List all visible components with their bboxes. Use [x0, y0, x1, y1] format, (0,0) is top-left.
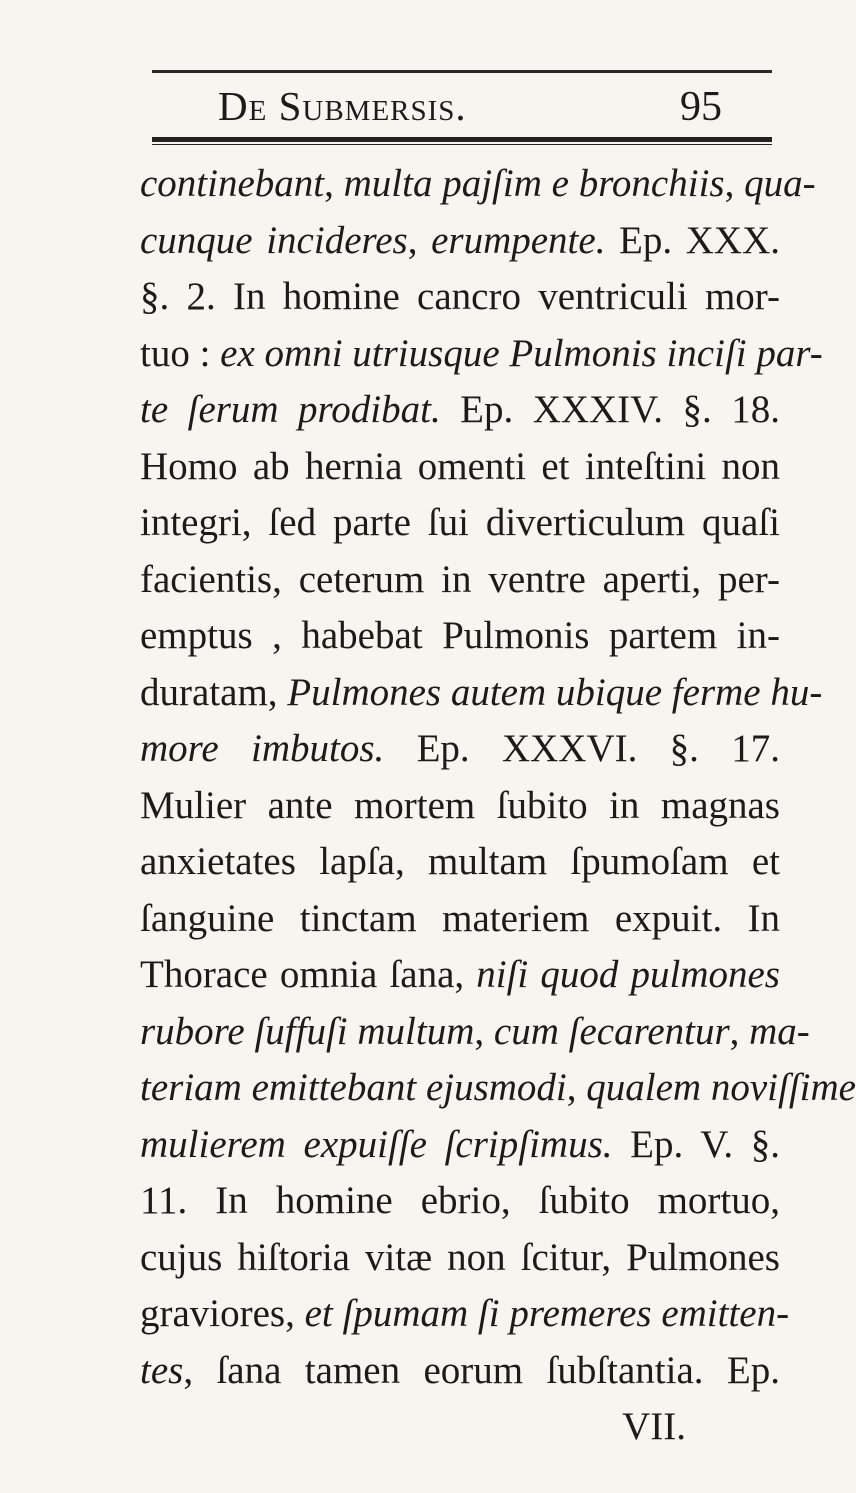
text-line: [140, 1286, 790, 1343]
roman-segment: Ep. XXXVI. §. 17.: [384, 727, 780, 770]
italic-segment: tes: [140, 1348, 184, 1392]
text-line: [140, 1230, 780, 1287]
text-line: [140, 947, 780, 1004]
italic-segment: qua-: [744, 162, 816, 205]
roman-segment: Thorace omnia ſana,: [140, 953, 477, 996]
text-line: [140, 1117, 780, 1174]
roman-segment: ,: [474, 1009, 494, 1053]
header-bottom-rule-thick: [152, 137, 772, 142]
text-line: [140, 156, 816, 213]
roman-segment: Mulier ante mortem ſubito in magnas: [140, 783, 780, 827]
italic-segment: cum ſecarentur: [493, 1009, 730, 1053]
roman-segment: , ſana tamen eorum ſubſtantia. Ep.: [183, 1348, 780, 1392]
text-line: [140, 269, 780, 326]
text-line: [140, 834, 780, 891]
roman-segment: Ep. XXX.: [605, 218, 780, 262]
italic-segment: ex omni utriusque Pulmonis inciſi par-: [220, 331, 823, 375]
text-line: [140, 1343, 780, 1400]
roman-segment: anxietates lapſa, multam ſpumoſam et: [140, 840, 780, 883]
text-line: [140, 721, 780, 778]
header-top-rule: [152, 70, 772, 73]
italic-segment: rubore ſuffuſi multum: [140, 1009, 475, 1053]
roman-segment: Ep. XXXIV. §. 18.: [440, 388, 780, 431]
italic-segment: erumpente.: [431, 218, 606, 262]
italic-segment: Pulmones autem ubique ferme hu-: [287, 670, 823, 714]
roman-segment: cujus hiſtoria vitæ non ſcitur, Pulmones: [140, 1235, 780, 1279]
header-bottom-rule-thin: [152, 144, 772, 145]
italic-segment: mulierem expuiſſe ſcripſimus.: [140, 1122, 613, 1166]
page-number: 95: [680, 84, 722, 130]
roman-segment: ,: [566, 1066, 587, 1109]
italic-segment: niſi quod pulmones: [476, 953, 780, 996]
roman-segment: ,: [724, 162, 745, 205]
roman-segment: VII.: [622, 1405, 686, 1448]
italic-segment: ma-: [749, 1009, 810, 1053]
italic-segment: continebant: [140, 162, 325, 205]
roman-segment: emptus , habebat Pulmonis partem in-: [140, 614, 780, 657]
text-line: [140, 1399, 780, 1456]
italic-segment: qualem noviſſime: [586, 1066, 856, 1109]
roman-segment: ſanguine tinctam materiem expuit. In: [140, 896, 780, 940]
text-line: [140, 382, 780, 439]
italic-segment: te ſerum prodibat.: [140, 388, 441, 431]
text-line: [140, 326, 823, 383]
text-line: [140, 1060, 856, 1117]
italic-segment: multa pajſim e bronchiis: [343, 162, 725, 205]
text-line: [140, 778, 780, 835]
roman-segment: Ep. V. §.: [612, 1122, 780, 1166]
text-line: [140, 608, 780, 665]
italic-segment: teriam emittebant ejusmodi: [140, 1066, 567, 1109]
page-header: [152, 76, 772, 136]
roman-segment: ,: [729, 1009, 750, 1053]
text-line: [140, 439, 780, 496]
text-line: [140, 213, 780, 270]
roman-segment: facientis, ceterum in ventre aperti, per-: [140, 557, 780, 601]
roman-segment: 11. In homine ebrio, ſubito mortuo,: [140, 1179, 780, 1222]
running-head: De Submersis.: [218, 83, 467, 129]
roman-segment: §. 2. In homine cancro ventriculi mor-: [140, 275, 780, 318]
roman-segment: graviores,: [140, 1292, 305, 1335]
text-line: [140, 495, 780, 552]
roman-segment: Homo ab hernia omenti et inteſtini non: [140, 444, 780, 488]
italic-segment: et ſpumam ſi premeres emitten-: [304, 1292, 790, 1335]
text-line: [140, 552, 780, 609]
text-line: [140, 1004, 810, 1061]
roman-segment: integri, ſed parte ſui diverticulum quaſi: [140, 501, 780, 544]
italic-segment: cunque incideres: [140, 218, 408, 262]
roman-segment: duratam,: [140, 670, 288, 714]
body-text: [140, 156, 856, 1456]
roman-segment: tuo :: [140, 331, 221, 375]
italic-segment: more imbutos.: [140, 727, 385, 770]
roman-segment: ,: [324, 162, 344, 205]
text-line: [140, 1173, 780, 1230]
roman-segment: ,: [407, 218, 432, 262]
text-line: [140, 891, 780, 948]
text-line: [140, 665, 823, 722]
